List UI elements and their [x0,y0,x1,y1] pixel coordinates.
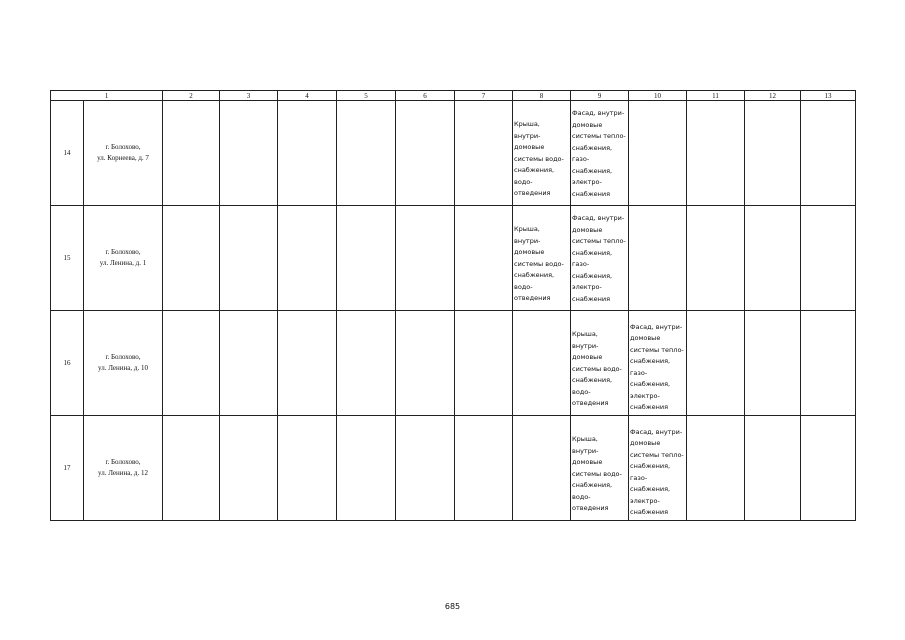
work-type-text: Фасад, внутри- домовые системы тепло- снабжения, газо- снабжения, электро- снабжения [630,322,684,411]
work-type-text: Крыша, внутри- домовые системы водо- снабжения, водо- отведения [514,120,564,198]
row-address [84,416,163,521]
address-street: ул. Ленина, д. 10 [98,364,148,372]
column-header-7: 7 [455,91,513,101]
cell-col-6 [396,311,455,416]
cell-col-2 [163,416,220,521]
column-header-3: 3 [220,91,278,101]
work-type-text: Крыша, внутри- домовые системы водо- снабжения, водо- отведения [572,330,622,408]
row-number: 14 [51,101,84,206]
table-row-14 [51,101,856,206]
cell-col-13 [801,206,856,311]
page-number: 685 [444,602,461,611]
cell-col-12 [745,206,801,311]
column-header-13: 13 [801,91,856,101]
cell-col-9 [571,416,629,521]
work-type-text: Фасад, внутри- домовые системы тепло- снабжения, газо- снабжения, электро- снабжения [630,427,684,516]
cell-col-9 [571,101,629,206]
cell-col-13 [801,416,856,521]
cell-col-6 [396,416,455,521]
cell-col-7 [455,101,513,206]
cell-col-7 [455,311,513,416]
cell-col-4 [278,311,337,416]
cell-col-7 [455,416,513,521]
column-header-12: 12 [745,91,801,101]
cell-col-5 [337,206,396,311]
cell-col-3 [220,206,278,311]
cell-col-12 [745,416,801,521]
address-street: ул. Ленина, д. 1 [99,259,147,267]
cell-col-4 [278,206,337,311]
work-type-text: Крыша, внутри- домовые системы водо- снабжения, водо- отведения [514,225,564,303]
cell-col-2 [163,311,220,416]
cell-col-10 [629,416,687,521]
cell-col-4 [278,101,337,206]
cell-col-11 [687,311,745,416]
cell-col-4 [278,416,337,521]
row-number: 17 [51,416,84,521]
row-address [84,206,163,311]
column-header-9: 9 [571,91,629,101]
column-header-2: 2 [163,91,220,101]
cell-col-3 [220,311,278,416]
cell-col-11 [687,101,745,206]
row-address [84,101,163,206]
work-type-text: Фасад, внутри- домовые системы тепло- снабжения, газо- снабжения, электро- снабжения [572,214,626,303]
work-type-text: Крыша, внутри- домовые системы водо- снабжения, водо- отведения [572,435,622,513]
cell-col-5 [337,311,396,416]
address-city: г. Болохово, [105,353,141,361]
column-number-row [51,91,856,101]
cell-col-3 [220,101,278,206]
column-header-1: 1 [51,91,163,101]
cell-col-8 [513,311,571,416]
cell-col-8 [513,101,571,206]
address-city: г. Болохово, [105,458,141,466]
works-schedule-table [50,90,856,521]
table-row-17 [51,416,856,521]
address-city: г. Болохово, [105,248,141,256]
cell-col-3 [220,416,278,521]
cell-col-6 [396,101,455,206]
cell-col-8 [513,416,571,521]
row-number: 16 [51,311,84,416]
column-header-11: 11 [687,91,745,101]
address-city: г. Болохово, [105,143,141,151]
column-header-4: 4 [278,91,337,101]
row-number: 15 [51,206,84,311]
cell-col-10 [629,206,687,311]
column-header-8: 8 [513,91,571,101]
column-header-6: 6 [396,91,455,101]
table-row-16 [51,311,856,416]
cell-col-2 [163,206,220,311]
cell-col-12 [745,101,801,206]
cell-col-8 [513,206,571,311]
row-address [84,311,163,416]
cell-col-9 [571,311,629,416]
cell-col-13 [801,311,856,416]
address-street: ул. Корнеева, д. 7 [97,154,149,162]
cell-col-13 [801,101,856,206]
column-header-10: 10 [629,91,687,101]
cell-col-11 [687,416,745,521]
cell-col-9 [571,206,629,311]
address-street: ул. Ленина, д. 12 [98,469,148,477]
work-type-text: Фасад, внутри- домовые системы тепло- снабжения, газо- снабжения, электро- снабжения [572,109,626,198]
table-row-15 [51,206,856,311]
cell-col-5 [337,416,396,521]
cell-col-2 [163,101,220,206]
column-header-5: 5 [337,91,396,101]
cell-col-7 [455,206,513,311]
cell-col-12 [745,311,801,416]
cell-col-5 [337,101,396,206]
cell-col-10 [629,101,687,206]
cell-col-10 [629,311,687,416]
cell-col-11 [687,206,745,311]
cell-col-6 [396,206,455,311]
